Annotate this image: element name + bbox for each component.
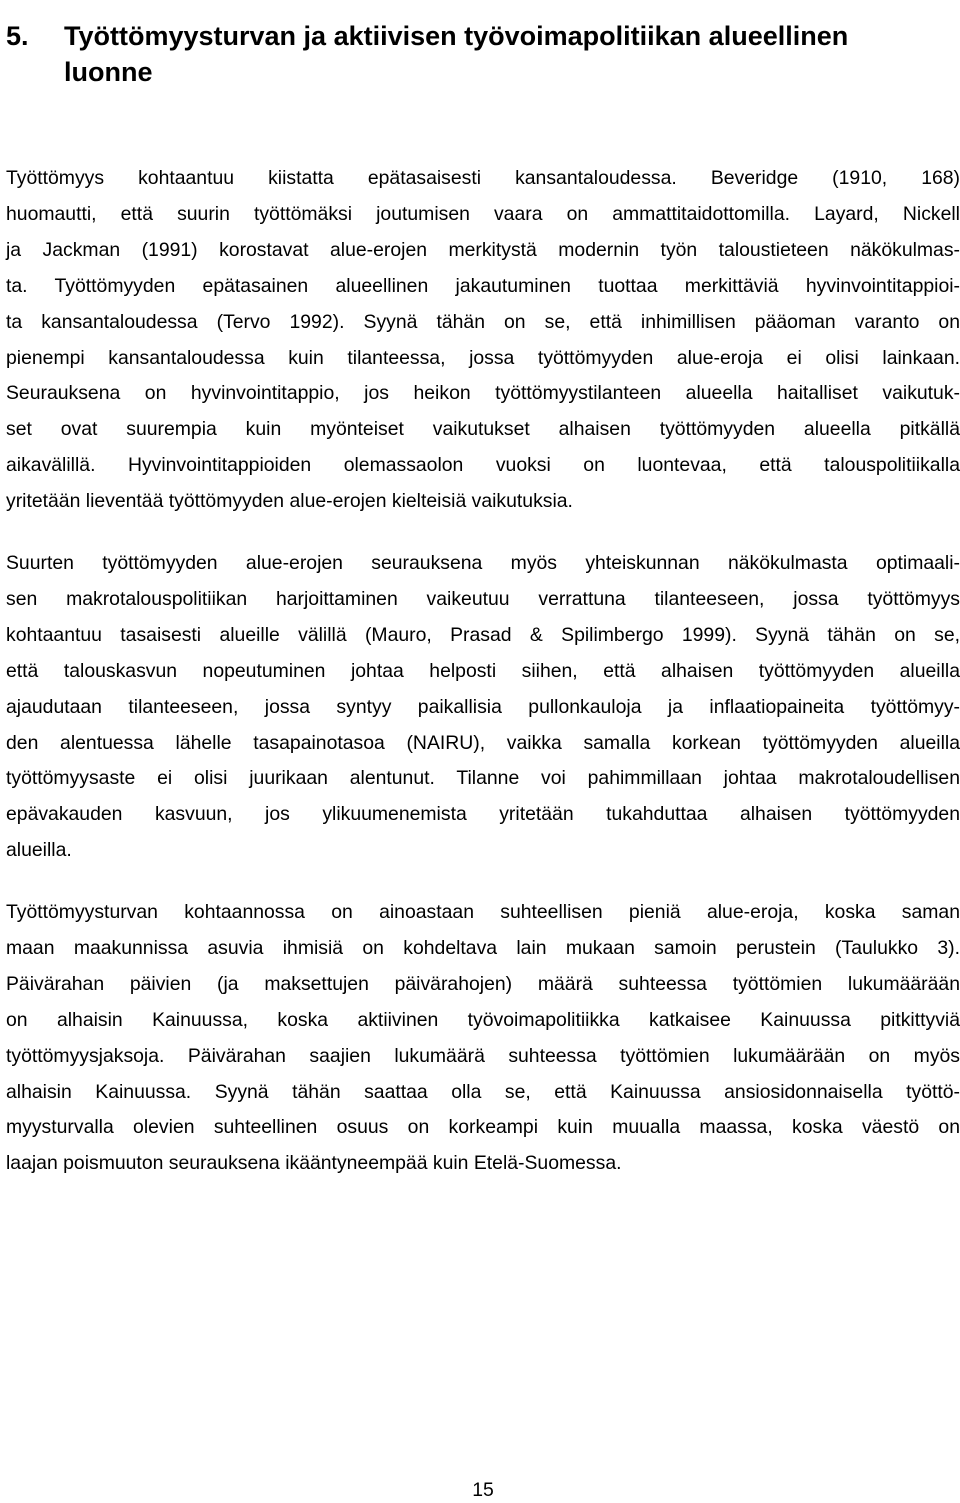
page-number: 15 <box>472 1479 494 1501</box>
paragraph-line: alueilla. <box>6 839 72 862</box>
paragraph-line: alhaisin Kainuussa. Syynä tähän saattaa olla se, että Kainuussa ansiosidonnaisella työttö- <box>6 1080 960 1103</box>
paragraph-line: ta kansantaloudessa (Tervo 1992). Syynä tähän on se, että inhimillisen pääoman varanto on <box>6 310 960 333</box>
paragraph-line: Työttömyysturvan kohtaannossa on ainoastaan suhteellisen pieniä alue-eroja, koska saman <box>6 901 960 923</box>
paragraph-line: Työttömyys kohtaantuu kiistatta epätasaisesti kansantaloudessa. Beveridge (1910, 168) <box>6 167 960 189</box>
paragraph-line: den alentuessa lähelle tasapainotasoa (NAIRU), vaikka samalla korkean työttömyyden alueilla <box>6 731 960 754</box>
paragraph-line: Suurten työttömyyden alue-erojen seurauksena myös yhteiskunnan näkökulmasta optimaali- <box>6 552 960 574</box>
paragraph-line: set ovat suurempia kuin myönteiset vaikutukset alhaisen työttömyyden alueella pitkällä <box>6 418 960 441</box>
section-heading <box>6 18 906 90</box>
paragraph-line: Seurauksena on hyvinvointitappio, jos heikon työttömyystilanteen alueella haitalliset vaikutuk- <box>6 382 960 405</box>
paragraph-3 <box>6 895 960 1182</box>
paragraph-line: Päivärahan päivien (ja maksettujen päivärahojen) määrä suhteessa työttömien lukumäärään <box>6 972 960 995</box>
paragraph-2 <box>6 546 960 869</box>
paragraph-line: sen makrotalouspolitiikan harjoittaminen vaikeutuu verrattuna tilanteeseen, jossa työttömyys <box>6 587 960 610</box>
paragraph-line: huomautti, että suurin työttömäksi joutumisen vaara on ammattitaidottomilla. Layard, Nickell <box>6 202 960 225</box>
paragraph-line: työttömyysaste ei olisi juurikaan alentunut. Tilanne voi pahimmillaan johtaa makrotaloudellisen <box>6 767 960 790</box>
paragraph-line: ajaudutaan tilanteeseen, jossa syntyy paikallisia pullonkauloja ja inflaatiopaineita työttömyy- <box>6 695 960 718</box>
paragraph-line: maan maakunnissa asuvia ihmisiä on kohdeltava lain mukaan samoin perustein (Taulukko 3). <box>6 936 960 959</box>
paragraph-line: ja Jackman (1991) korostavat alue-erojen merkitystä modernin työn taloustieteen näkökulmas- <box>6 238 960 261</box>
paragraph-line: työttömyysjaksoja. Päivärahan saajien lukumäärä suhteessa työttömien lukumäärään on myös <box>6 1044 960 1067</box>
paragraph-line: pienempi kansantaloudessa kuin tilanteessa, jossa työttömyyden alue-eroja ei olisi lainkaan. <box>6 346 960 369</box>
paragraph-line: ta. Työttömyyden epätasainen alueellinen jakautuminen tuottaa merkittäviä hyvinvointitappioi- <box>6 274 960 297</box>
paragraph-1 <box>6 161 960 520</box>
section-title: Työttömyysturvan ja aktiivisen työvoimapolitiikan alueellinen luonne <box>64 21 849 88</box>
section-number: 5. <box>6 21 29 52</box>
paragraph-line: yritetään lieventää työttömyyden alue-erojen kielteisiä vaikutuksia. <box>6 490 573 513</box>
paragraph-line: että talouskasvun nopeutuminen johtaa helposti siihen, että alhaisen työttömyyden alueilla <box>6 659 960 682</box>
paragraph-line: on alhaisin Kainuussa, koska aktiivinen työvoimapolitiikka katkaisee Kainuussa pitkittyviä <box>6 1008 960 1031</box>
paragraph-line: kohtaantuu tasaisesti alueille välillä (Mauro, Prasad & Spilimbergo 1999). Syynä tähän on se, <box>6 623 960 646</box>
paragraph-line: myysturvalla olevien suhteellinen osuus on korkeampi kuin muualla maassa, koska väestö on <box>6 1116 960 1139</box>
paragraph-line: laajan poismuuton seurauksena ikääntyneempää kuin Etelä-Suomessa. <box>6 1152 622 1175</box>
paragraph-line: epävakauden kasvuun, jos ylikuumenemista yritetään tukahduttaa alhaisen työttömyyden <box>6 803 960 826</box>
paragraph-line: aikavälillä. Hyvinvointitappioiden olemassaolon vuoksi on luontevaa, että talouspolitiikalla <box>6 454 960 477</box>
